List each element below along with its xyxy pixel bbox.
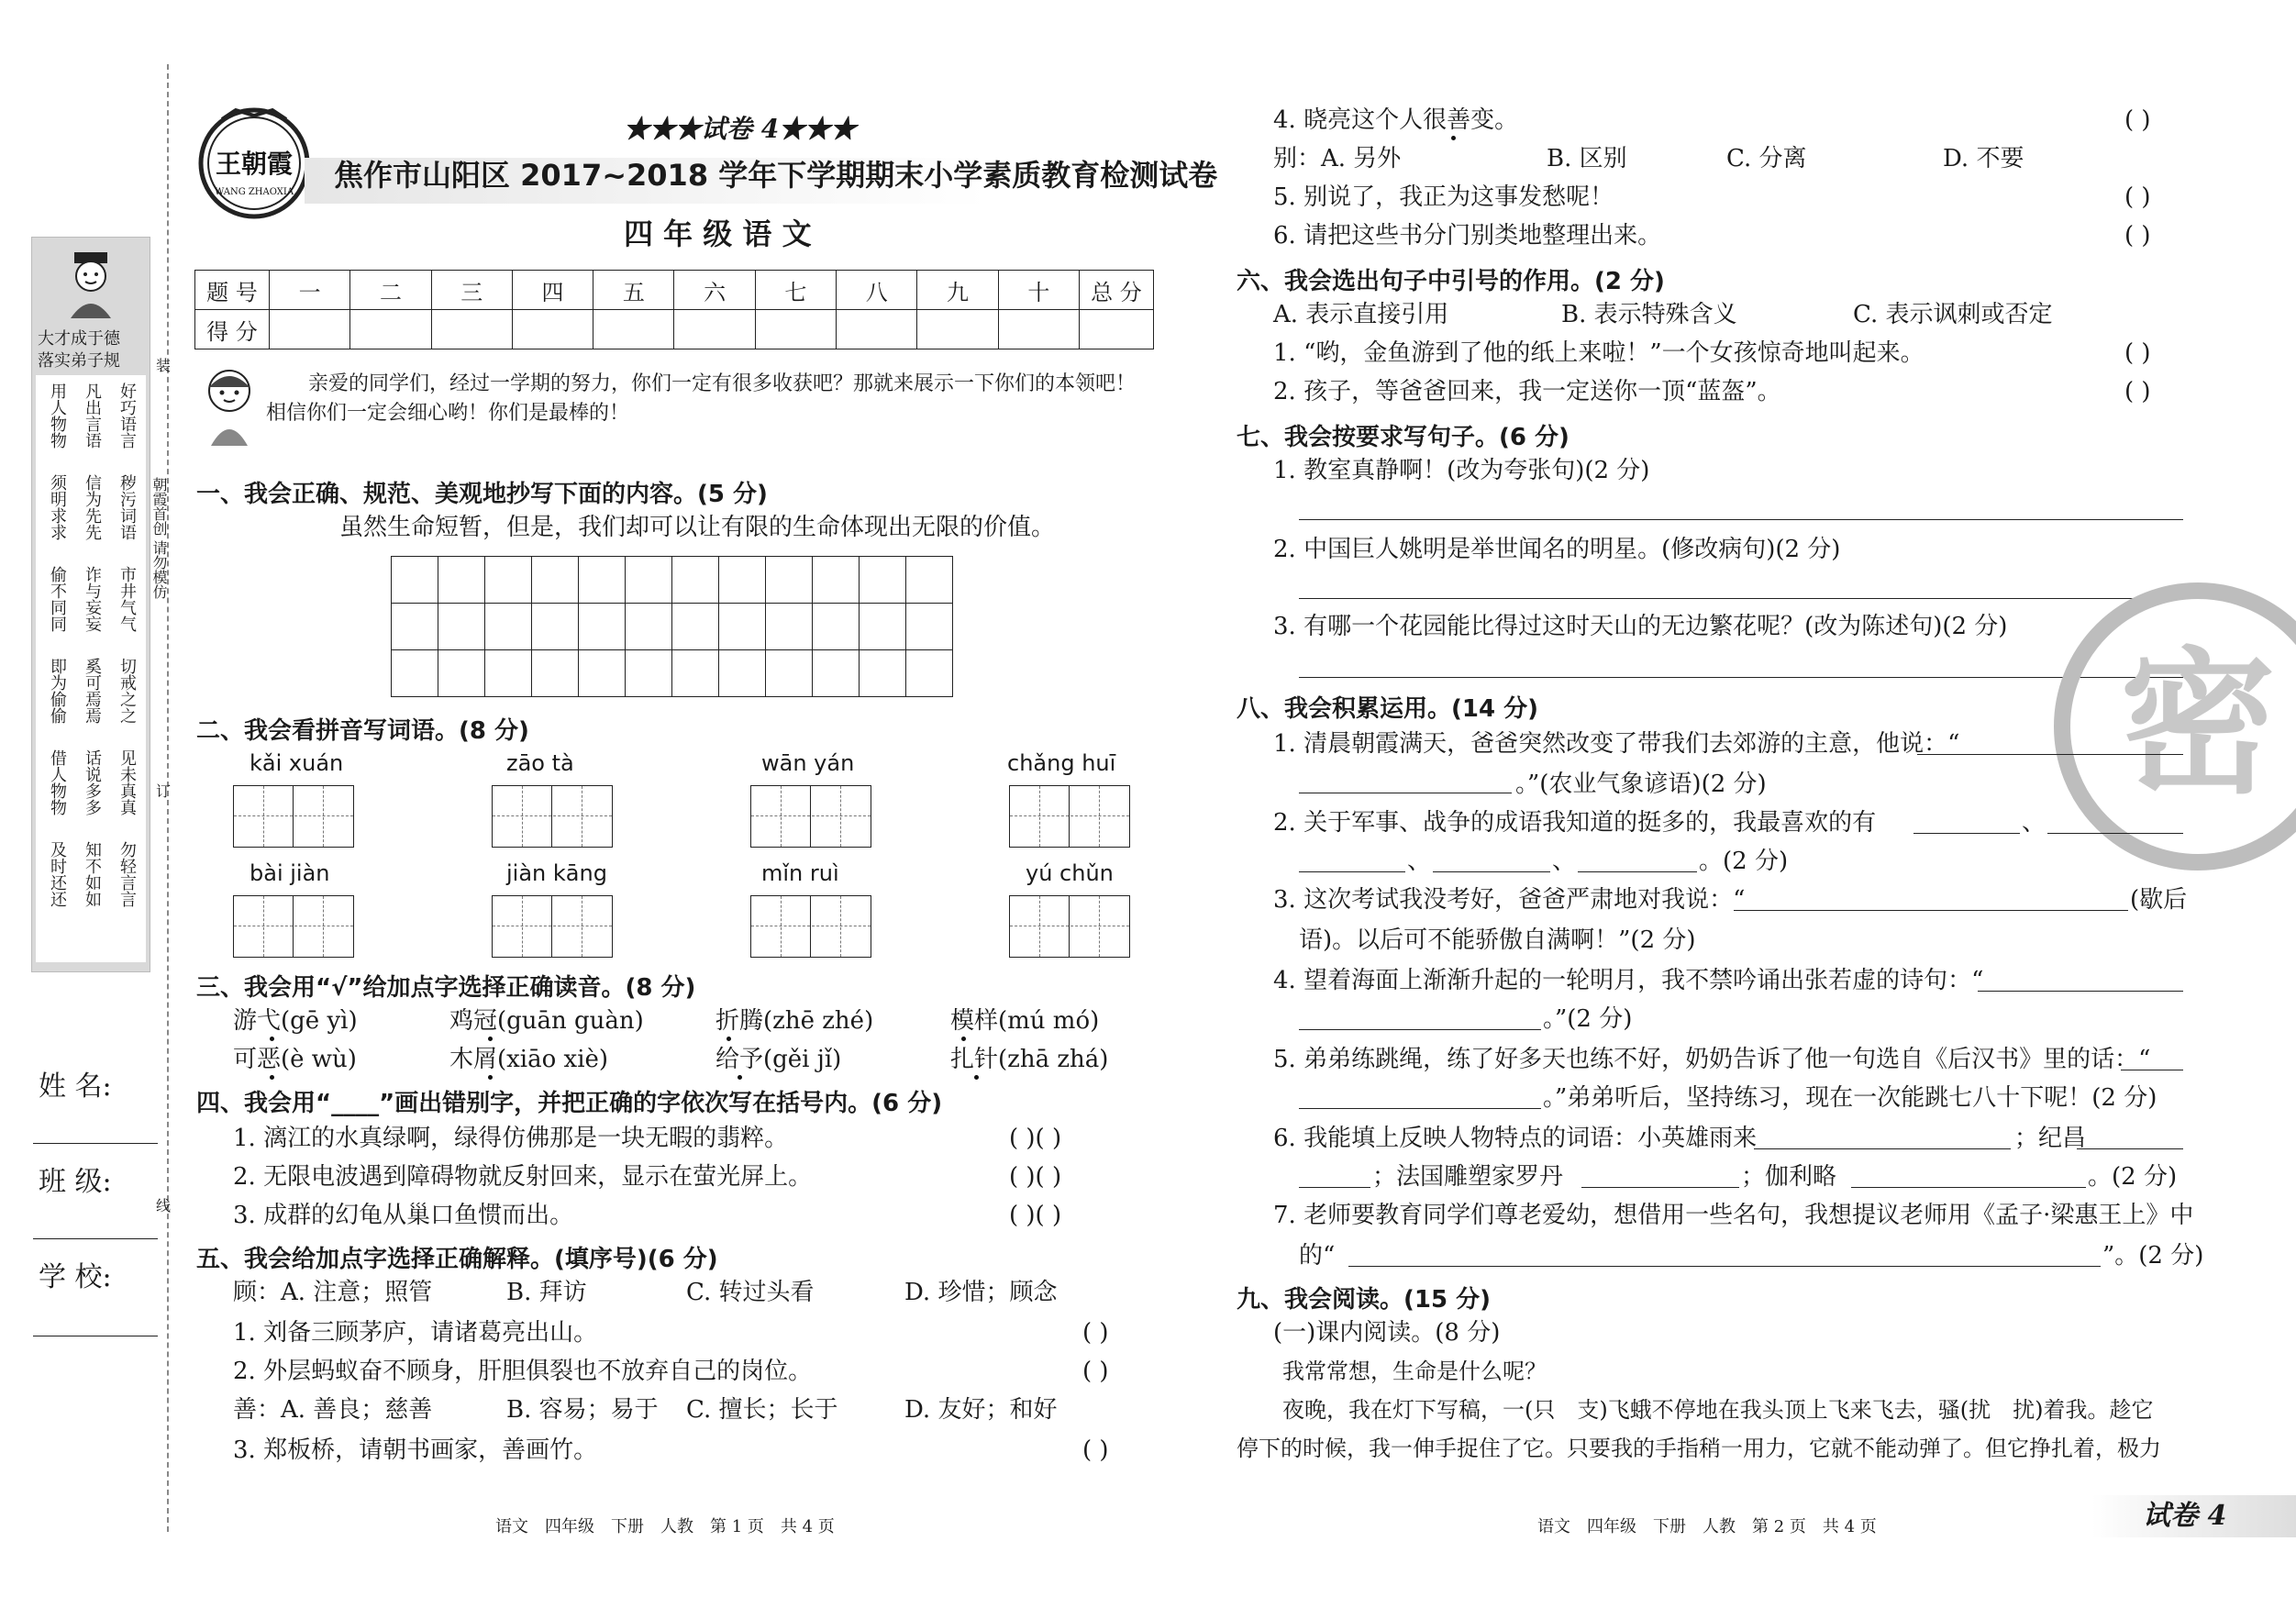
emphasis-dot [270,1037,274,1041]
section2-title: 二、我会看拼音写词语。(8 分) [196,717,529,745]
school-label: 学 校: [39,1261,112,1293]
score-header-cell: 六 [674,271,755,310]
pronunciation-item[interactable]: 给予(gěi jǐ) [715,1046,842,1073]
shan-option: 善：A. 善良；慈善 [233,1396,433,1424]
emphasis-dot [727,1037,731,1041]
answer-line[interactable] [1851,1187,2086,1188]
q8-6-c: ；法国雕塑家罗丹 [1372,1163,1564,1191]
score-table [194,270,1154,349]
seal-text: 密 [2119,632,2277,815]
fold-mark: 装 [156,357,172,374]
answer-blank[interactable]: ( ) [1082,1436,1109,1464]
q8-5-tail: 。”弟弟听后，坚持练习，现在一次能跳七八十下呢！(2 分) [1543,1084,2157,1112]
emphasis-dot [738,1075,742,1080]
q8-7: 7. 老师要教育同学们尊老爱幼，想借用一些名句，我想提议老师用《孟子·梁惠王上》中 [1273,1202,2194,1229]
answer-line[interactable] [1348,1266,2101,1267]
answer-blank[interactable]: ( )( ) [1009,1125,1062,1152]
pronunciation-item[interactable]: 可恶(è wù) [233,1046,357,1073]
pinyin-label: bài jiàn [250,860,330,886]
motto-col: 秽污词语 [117,474,137,540]
typo-item: 1. 漓江的水真绿啊，绿得仿佛那是一块无暇的翡粹。 [233,1125,789,1152]
bie-option: C. 分离 [1726,145,1807,172]
writing-box[interactable] [492,785,613,848]
q8-1-tail: 。”(农业气象谚语)(2 分) [1515,771,1767,798]
score-header-cell: 三 [431,271,512,310]
answer-line[interactable] [1754,1148,2011,1149]
q8-2-sep: 、 [1552,848,1577,875]
header-banner [194,103,1218,218]
q8-6-b: ；纪昌 [2014,1125,2087,1152]
answer-blank[interactable]: ( )( ) [1009,1163,1062,1191]
q8-3-mid: (歇后 [2130,886,2188,914]
score-header-cell: 一 [270,271,350,310]
q8-2-sep: 、 [2022,809,2046,837]
rewrite-item: 3. 有哪一个花园能比得过这时天山的无边繁花呢？(改为陈述句)(2 分) [1273,613,2008,640]
section3-title: 三、我会用“√”给加点字选择正确读音。(8 分) [196,974,696,1002]
gu-option: 顾：A. 注意；照管 [233,1279,433,1306]
class-field[interactable] [33,1238,158,1239]
pronunciation-item[interactable]: 游弋(gē yì) [233,1007,358,1035]
emphasis-dot [961,1037,966,1041]
motto-columns [36,375,146,962]
motto-col: 好巧语言 [117,383,137,449]
q8-4: 4. 望着海面上渐渐升起的一轮明月，我不禁吟诵出张若虚的诗句：“ [1273,967,1984,994]
answer-line[interactable] [1433,871,1550,872]
q8-5: 5. 弟弟练跳绳，练了好多天也练不好，奶奶告诉了他一句选自《后汉书》里的话：“ [1273,1046,2151,1073]
reading-para: 夜晚，我在灯下写稿，一(只 支)飞蛾不停地在我头顶上飞来飞去，骚(扰 扰)着我。趁它 [1282,1397,2154,1423]
writing-box[interactable] [1009,785,1130,848]
score-header-cell: 二 [350,271,431,310]
writing-box[interactable] [233,895,354,958]
score-cell[interactable] [837,310,917,349]
answer-line[interactable] [2047,833,2183,834]
explain-item: 3. 郑板桥，请朝书画家，善画竹。 [233,1436,598,1464]
motto-col: 用人物物 [48,383,67,449]
motto-col: 知不如如 [83,841,102,907]
score-cell[interactable] [1080,310,1154,349]
motto-col: 即为偷偷 [48,658,67,724]
exam-tag-label: 试卷 4 [2143,1500,2227,1532]
pronunciation-item[interactable]: 模样(mú mó) [950,1007,1100,1035]
emphasis-dot [488,1037,493,1041]
fold-mark: 订 [156,782,172,800]
pronunciation-item[interactable]: 鸡冠(guān guàn) [449,1007,644,1035]
class-label: 班 级: [39,1166,112,1198]
motto-col: 诈与妄妄 [83,566,102,632]
score-cell[interactable] [917,310,998,349]
emphasis-dot [270,1075,274,1080]
section4-title: 四、我会用“____”画出错别字，并把正确的字依次写在括号内。(6 分) [196,1090,943,1117]
confidential-seal [2042,580,2296,873]
pinyin-label: wān yán [761,750,855,776]
sidebar-motto-panel [31,237,150,972]
q8-4-tail: 。”(2 分) [1543,1005,1633,1033]
writing-box[interactable] [492,895,613,958]
shan-option: C. 擅长；长于 [686,1396,838,1424]
fold-mark: 线 [156,1197,172,1214]
q8-3: 3. 这次考试我没考好，爸爸严肃地对我说：“ [1273,886,1746,914]
motto-top: 大才成于德 [38,329,120,349]
answer-blank[interactable]: ( ) [2124,339,2151,367]
footer-right: 语文 四年级 下册 人教 第 2 页 共 4 页 [1537,1517,1877,1536]
rewrite-item: 2. 中国巨人姚明是举世闻名的明星。(修改病句)(2 分) [1273,536,1841,563]
score-cell[interactable] [755,310,836,349]
pronunciation-item[interactable]: 木屑(xiāo xiè) [449,1046,609,1073]
scholar-figure-icon [54,247,128,320]
name-field[interactable] [33,1143,158,1144]
answer-blank[interactable]: ( )( ) [1009,1202,1062,1229]
gu-option: C. 转过头看 [686,1279,815,1306]
score-row-label: 得 分 [195,310,270,349]
score-header-cell: 四 [512,271,593,310]
shan-option: D. 友好；和好 [904,1396,1058,1424]
score-cell[interactable] [674,310,755,349]
typo-item: 3. 成群的幻龟从巢口鱼惯而出。 [233,1202,574,1229]
emphasis-dot [1451,136,1456,140]
section6-title: 六、我会选出句子中引号的作用。(2 分) [1237,268,1665,295]
score-cell[interactable] [998,310,1079,349]
quote-option: B. 表示特殊含义 [1561,301,1737,328]
answer-line[interactable] [1913,833,2020,834]
motto-col: 奚可焉焉 [83,658,102,724]
score-header-cell: 十 [998,271,1079,310]
exam-tag [2091,1495,2296,1537]
answer-line[interactable] [1578,871,1697,872]
score-header-cell: 八 [837,271,917,310]
q8-6: 6. 我能填上反映人物特点的词语：小英雄雨来 [1273,1125,1758,1152]
motto-col: 见未真真 [117,749,137,815]
section5-title: 五、我会给加点字选择正确解释。(填序号)(6 分) [196,1246,718,1273]
q8-7-tail: ”。(2 分) [2102,1242,2204,1270]
answer-blank[interactable]: ( ) [2124,183,2151,211]
answer-line[interactable] [1299,519,2183,520]
reading-para: 停下的时候，我一伸手捉住了它。只要我的手指稍一用力，它就不能动弹了。但它挣扎着，极力 [1237,1436,2161,1461]
motto-col: 切戒之之 [117,658,137,724]
footer-left: 语文 四年级 下册 人教 第 1 页 共 4 页 [495,1517,835,1536]
emphasis-dot [974,1075,979,1080]
q8-2-sep: 、 [1407,848,1432,875]
student-girl-icon [193,365,266,448]
writing-box[interactable] [233,785,354,848]
brand-logo [194,103,314,222]
logo-text: 王朝霞 [215,149,294,179]
motto-col: 偷不同同 [48,566,67,632]
subject-title: 四 年 级 语 文 [624,216,812,251]
answer-line[interactable] [1299,871,1405,872]
score-cell[interactable] [350,310,431,349]
answer-line[interactable] [1917,754,2183,755]
intro-line-2: 相信你们一定会细心哟！你们是最棒的！ [266,402,630,425]
gu-option: D. 珍惜；顾念 [904,1279,1058,1306]
score-cell[interactable] [431,310,512,349]
reading-subtitle: (一)课内阅读。(8 分) [1273,1319,1501,1347]
answer-line[interactable] [1299,1029,1541,1030]
typo-item: 2. 无限电波遇到障碍物就反射回来，显示在萤光屏上。 [233,1163,813,1191]
copy-writing-grid[interactable] [391,556,953,697]
logo-sub: WANG ZHAOXIA [214,187,294,197]
motto-col: 话说多多 [83,749,102,815]
writing-box[interactable] [1009,895,1130,958]
pinyin-label: zāo tà [506,750,574,776]
explain-item: 6. 请把这些书分门别类地整理出来。 [1273,222,1662,250]
score-cell[interactable] [270,310,350,349]
score-header-cell: 题 号 [195,271,270,310]
answer-blank[interactable]: ( ) [1082,1319,1109,1347]
answer-blank[interactable]: ( ) [2124,378,2151,405]
motto-col: 市井气气 [117,566,137,632]
bie-option: D. 不要 [1943,145,2024,172]
explain-item: 1. 刘备三顾茅庐，请诸葛亮出山。 [233,1319,598,1347]
bie-option: B. 区别 [1547,145,1627,172]
writing-box[interactable] [750,785,871,848]
pronunciation-item[interactable]: 扎针(zhā zhá) [950,1046,1109,1073]
q8-7-b: 的“ [1299,1242,1336,1270]
emphasis-dot [488,1075,493,1080]
name-label: 姓 名: [39,1070,112,1103]
section8-title: 八、我会积累运用。(14 分) [1237,695,1538,723]
motto-col: 及时还还 [48,841,67,907]
pinyin-label: kǎi xuán [250,750,344,776]
quote-option: C. 表示讽刺或否定 [1853,301,2053,328]
answer-blank[interactable]: ( ) [1082,1358,1109,1385]
intro-line-1: 亲爱的同学们，经过一学期的努力，你们一定有很多收获吧？那就来展示一下你们的本领吧！ [308,372,1137,395]
section9-title: 九、我会阅读。(15 分) [1237,1286,1491,1314]
pronunciation-item[interactable]: 折腾(zhē zhé) [715,1007,874,1035]
pinyin-label: mǐn ruì [761,860,839,886]
writing-box[interactable] [750,895,871,958]
answer-blank[interactable]: ( ) [2124,222,2151,250]
pinyin-label: jiàn kāng [506,860,607,886]
motto-col: 须明求求 [48,474,67,540]
explain-item: 4. 晓亮这个人很善变。 [1273,106,1519,134]
score-cell[interactable] [593,310,674,349]
pinyin-label: yú chǔn [1026,860,1114,886]
explain-item: 2. 外层蚂蚁奋不顾身，肝胆俱裂也不放弃自己的岗位。 [233,1358,813,1385]
answer-line[interactable] [1581,1187,1739,1188]
score-header-cell: 五 [593,271,674,310]
q8-2-tail: 。(2 分) [1699,848,1789,875]
vertical-note: 朝霞首创 请勿模仿 [150,477,168,600]
q8-2: 2. 关于军事、战争的成语我知道的挺多的，我最喜欢的有 [1273,809,1877,837]
motto-col: 勿轻言言 [117,841,137,907]
quote-item: 2. 孩子，等爸爸回来，我一定送你一顶“蓝盔”。 [1273,378,1781,405]
answer-line[interactable] [1978,991,2183,992]
answer-line[interactable] [1299,1187,1370,1188]
section1-title: 一、我会正确、规范、美观地抄写下面的内容。(5 分) [196,481,768,508]
rewrite-item: 1. 教室真静啊！(改为夸张句)(2 分) [1273,457,1650,484]
shan-option: B. 容易；易于 [506,1396,659,1424]
exam-badge: ★★★试卷 4★★★ [624,114,857,144]
bie-option: 别：A. 另外 [1273,145,1402,172]
pinyin-label: chǎng huī [1007,750,1116,776]
score-cell[interactable] [512,310,593,349]
q8-6-d: ；伽利略 [1741,1163,1837,1191]
answer-line[interactable] [1299,1108,1541,1109]
q8-1: 1. 清晨朝霞满天，爸爸突然改变了带我们去郊游的主意，他说：“ [1273,730,1960,758]
motto-col: 信为先先 [83,474,102,540]
motto-bottom: 落实弟子规 [38,351,120,371]
reading-para: 我常常想，生命是什么呢？ [1282,1359,1547,1384]
answer-blank[interactable]: ( ) [2124,106,2151,134]
section1-sentence: 虽然生命短暂，但是，我们却可以让有限的生命体现出无限的价值。 [339,514,1056,541]
section7-title: 七、我会按要求写句子。(6 分) [1237,424,1569,451]
score-header-cell: 九 [917,271,998,310]
answer-line[interactable] [2077,1148,2183,1149]
score-header-cell: 七 [755,271,836,310]
exam-title: 焦作市山阳区 2017~2018 学年下学期期末小学素质教育检测试卷 [334,158,1218,193]
quote-option: A. 表示直接引用 [1273,301,1449,328]
answer-line[interactable] [1734,910,2128,911]
motto-col: 借人物物 [48,749,67,815]
quote-item: 1. “哟，金鱼游到了他的纸上来啦！”一个女孩惊奇地叫起来。 [1273,339,1924,367]
score-header-cell: 总 分 [1080,271,1154,310]
q8-6-e: 。(2 分) [2088,1163,2178,1191]
q8-3-tail: 语)。以后可不能骄傲自满啊！”(2 分) [1299,926,1696,954]
motto-col: 凡出言语 [83,383,102,449]
explain-item: 5. 别说了，我正为这事发愁呢！ [1273,183,1614,211]
gu-option: B. 拜访 [506,1279,587,1306]
